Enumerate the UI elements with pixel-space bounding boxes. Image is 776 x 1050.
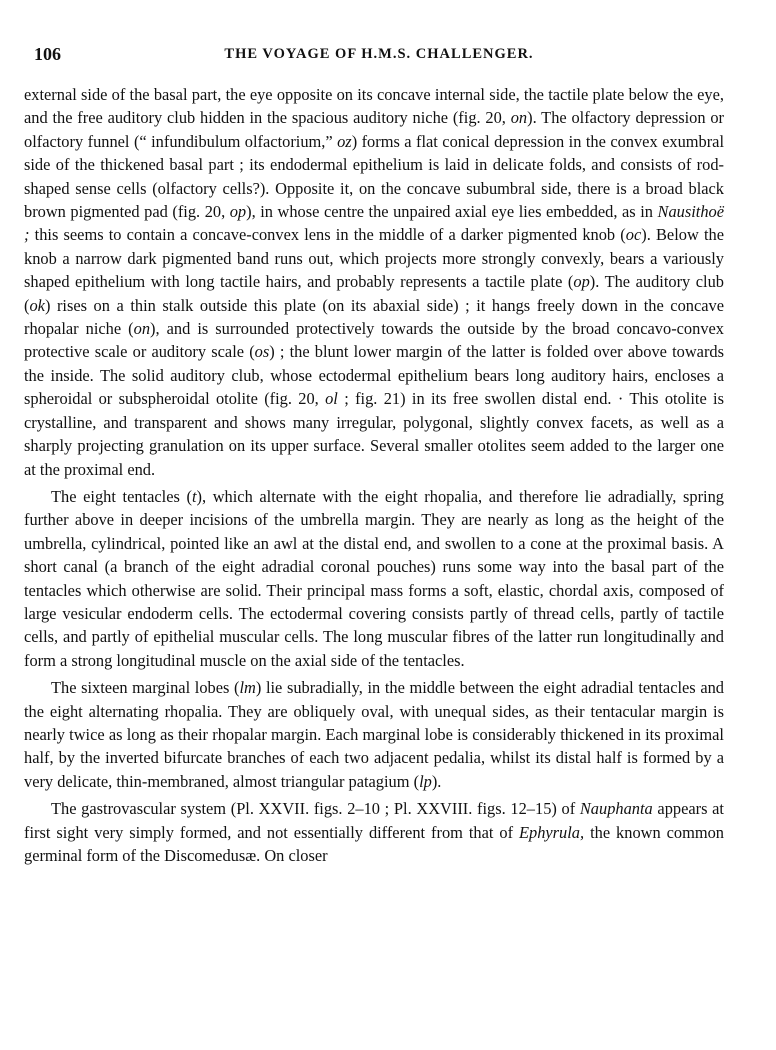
text-run: the known common germinal form of the Discomedusæ. On closer [24,822,724,865]
running-title: THE VOYAGE OF H.M.S. CHALLENGER. [224,46,534,62]
italic-run: op [229,202,247,222]
text-run: ). [431,771,442,791]
text-run: this seems to contain a concave-convex lens in the middle of a darker pigmented knob ( [29,225,626,245]
italic-run: ok [29,295,45,315]
text-run: The sixteen marginal lobes ( [51,678,240,698]
italic-run: Nauphanta [579,799,653,819]
text-run: ) forms a flat conical depression in the convex exumbral side of the thickened basal part ; its endodermal epithelium is laid in delicate folds, and consists of rod-shaped sense cells (olfactory cells?). Opposite it, on the concave subumbral side, there is a broad black brown pigmented pad (fig. 20, [24,131,724,222]
italic-run: Ephyrula, [519,822,585,842]
italic-run: t [191,486,197,506]
italic-run: on [133,319,151,339]
italic-run: op [573,272,590,292]
text-run: appears at first sight very simply formed, and not essentially different from that of [24,799,724,842]
text-run: external side of the basal part, the eye opposite on its concave internal side, the tactile plate below the eye, and the free auditory club hidden in the spacious auditory niche (fig. 20, [24,85,724,128]
text-run: ), which alternate with the eight rhopalia, and therefore lie adradially, spring further above in deeper incisions of the umbrella margin. They are nearly as long as the height of the umbrella, cylindrical, pointed like an awl at the distal end, and swollen to a cone at the proximal basis. A short canal (a branch of the eight adradial coronal pouches) runs some way into the basal part of the tentacles which otherwise are solid. Their principal mass forms a soft, elastic, chordal axis, composed of large vesicular endoderm cells. The ectodermal covering consists partly of thread cells, partly of tactile cells, and partly of epithelial muscular cells. The long muscular fibres of the latter run longitudinally and form a strong longitudinal muscle on the axial side of the tentacles. [24,486,724,670]
paragraph [24,797,724,867]
italic-run: oz [337,131,352,151]
text-run: ). The olfactory depression or olfactory funnel (“ infundibulum olfactorium,” [24,108,725,151]
text-run: ; fig. 21) in its free swollen distal end. · This otolite is crystalline, and transparent and shows many irregular, polygonal, slightly convex facets, as well as a sharply projecting granulation on its upper surface. Several smaller otolites seem added to the larger one at the proximal end. [24,389,724,479]
page-header [34,44,724,68]
text-run: ) ; the blunt lower margin of the latter is folded over above towards the inside. The solid auditory club, whose ectodermal epithelium bears long auditory hairs, encloses a spheroidal or subspheroidal otolite (fig. 20, [24,342,724,409]
text-run: The gastrovascular system (Pl. XXVII. figs. 2–10 ; Pl. XXVIII. figs. 12–15) of [51,799,580,819]
italic-run: oc [625,225,642,245]
text-run: ), in whose centre the unpaired axial eye lies embedded, as in [246,202,658,222]
italic-run: lm [239,678,256,698]
text-run: The eight tentacles ( [51,486,192,506]
text-run: ) lie subradially, in the middle between the eight adradial tentacles and the eight alternating rhopalia. They are obliquely oval, with unequal sides, as their tentacular margin is nearly twice as long as their rhopalar margin. Each marginal lobe is considerably thickened in its proximal half, by the inverted bifurcate branches of each two adjacent pedalia, whilst its distal half is formed by a very delicate, thin-membraned, almost triangular patagium ( [24,678,724,791]
page-number: 106 [34,44,61,64]
text-run: ), and is surrounded protectively towards the outside by the broad concavo-convex protective scale or auditory scale ( [24,319,724,362]
paragraph [24,676,724,793]
body-text [24,83,724,867]
italic-run: on [510,108,528,128]
italic-run: lp [419,771,432,791]
text-run: ). Below the knob a narrow dark pigmented band runs out, which projects more strongly convexly, bears a variously shaped epithelium with long tactile hairs, and probably represents a tactile plate ( [24,225,724,292]
paragraph [24,485,724,672]
italic-run: os [254,342,270,362]
italic-run: Nausithoë ; [24,202,724,245]
text-run: ). The auditory club ( [24,272,724,315]
text-run: ) rises on a thin stalk outside this plate (on its abaxial side) ; it hangs freely down in the concave rhopalar niche ( [24,295,724,339]
italic-run: ol [325,389,338,409]
paragraph [24,83,724,481]
